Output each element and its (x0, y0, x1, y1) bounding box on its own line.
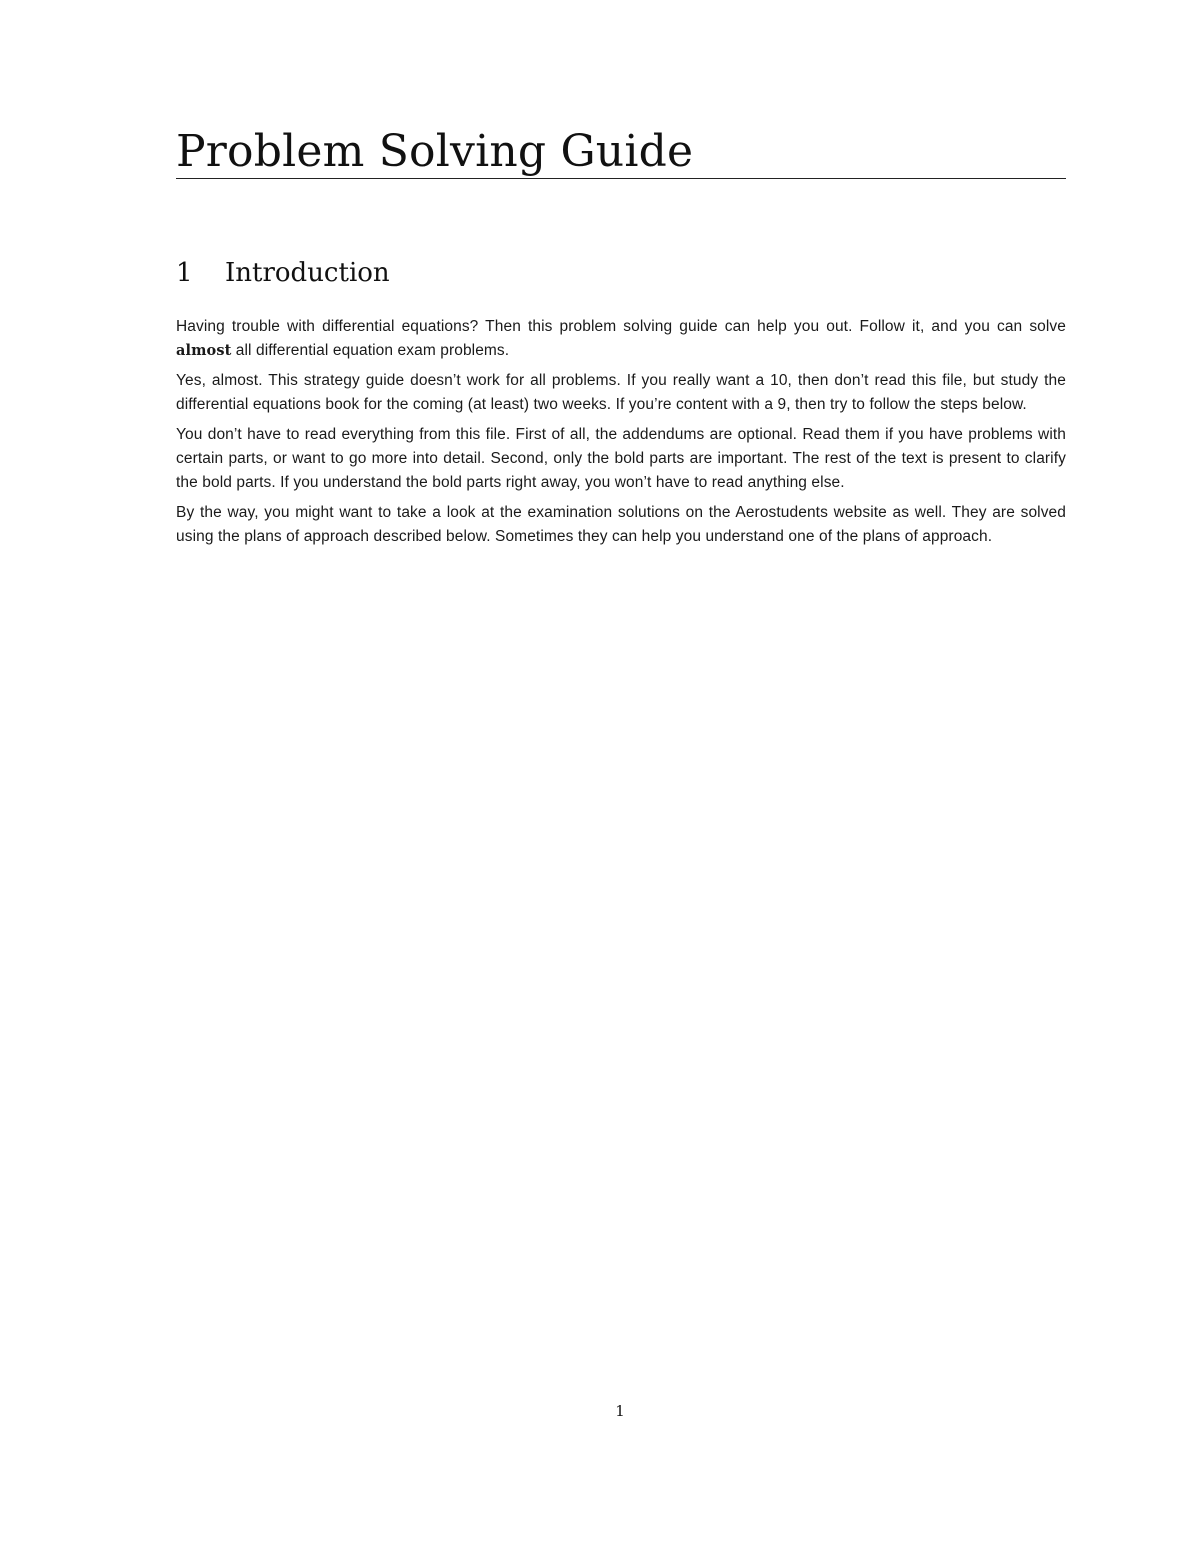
section-body (176, 315, 1066, 555)
paragraph-1-bold-word: almost (176, 342, 232, 359)
paragraph-3: You don’t have to read everything from this file. First of all, the addendums are optional. Read them if you have problems with certain parts, or want to go more into detail. Second, only the bold parts are important. The rest of the text is present to clarify the bold parts. If you understand the bold parts right away, you won’t have to read anything else. (176, 426, 1066, 491)
title-underline-rule (176, 178, 1066, 179)
document-title: Problem Solving Guide (176, 126, 694, 177)
paragraph-2: Yes, almost. This strategy guide doesn’t work for all problems. If you really want a 10, then don’t read this file, but study the differential equations book for the coming (at least) two weeks. If you’re content with a 9, then try to follow the steps below. (176, 372, 1066, 413)
paragraph-1-text-after: all differential equation exam problems. (231, 342, 510, 359)
section-title: Introduction (225, 258, 390, 288)
section-number: 1 (176, 258, 193, 288)
paragraph-1-text-before: Having trouble with differential equations? Then this problem solving guide can help you out. Follow it, and you can solve (176, 318, 1066, 335)
paragraph-1 (176, 315, 1066, 363)
page-number: 1 (615, 1402, 625, 1420)
section-heading (176, 256, 1066, 290)
paragraph-4: By the way, you might want to take a look at the examination solutions on the Aerostudents website as well. They are solved using the plans of approach described below. Sometimes they can help you understand one of the plans of approach. (176, 504, 1066, 545)
